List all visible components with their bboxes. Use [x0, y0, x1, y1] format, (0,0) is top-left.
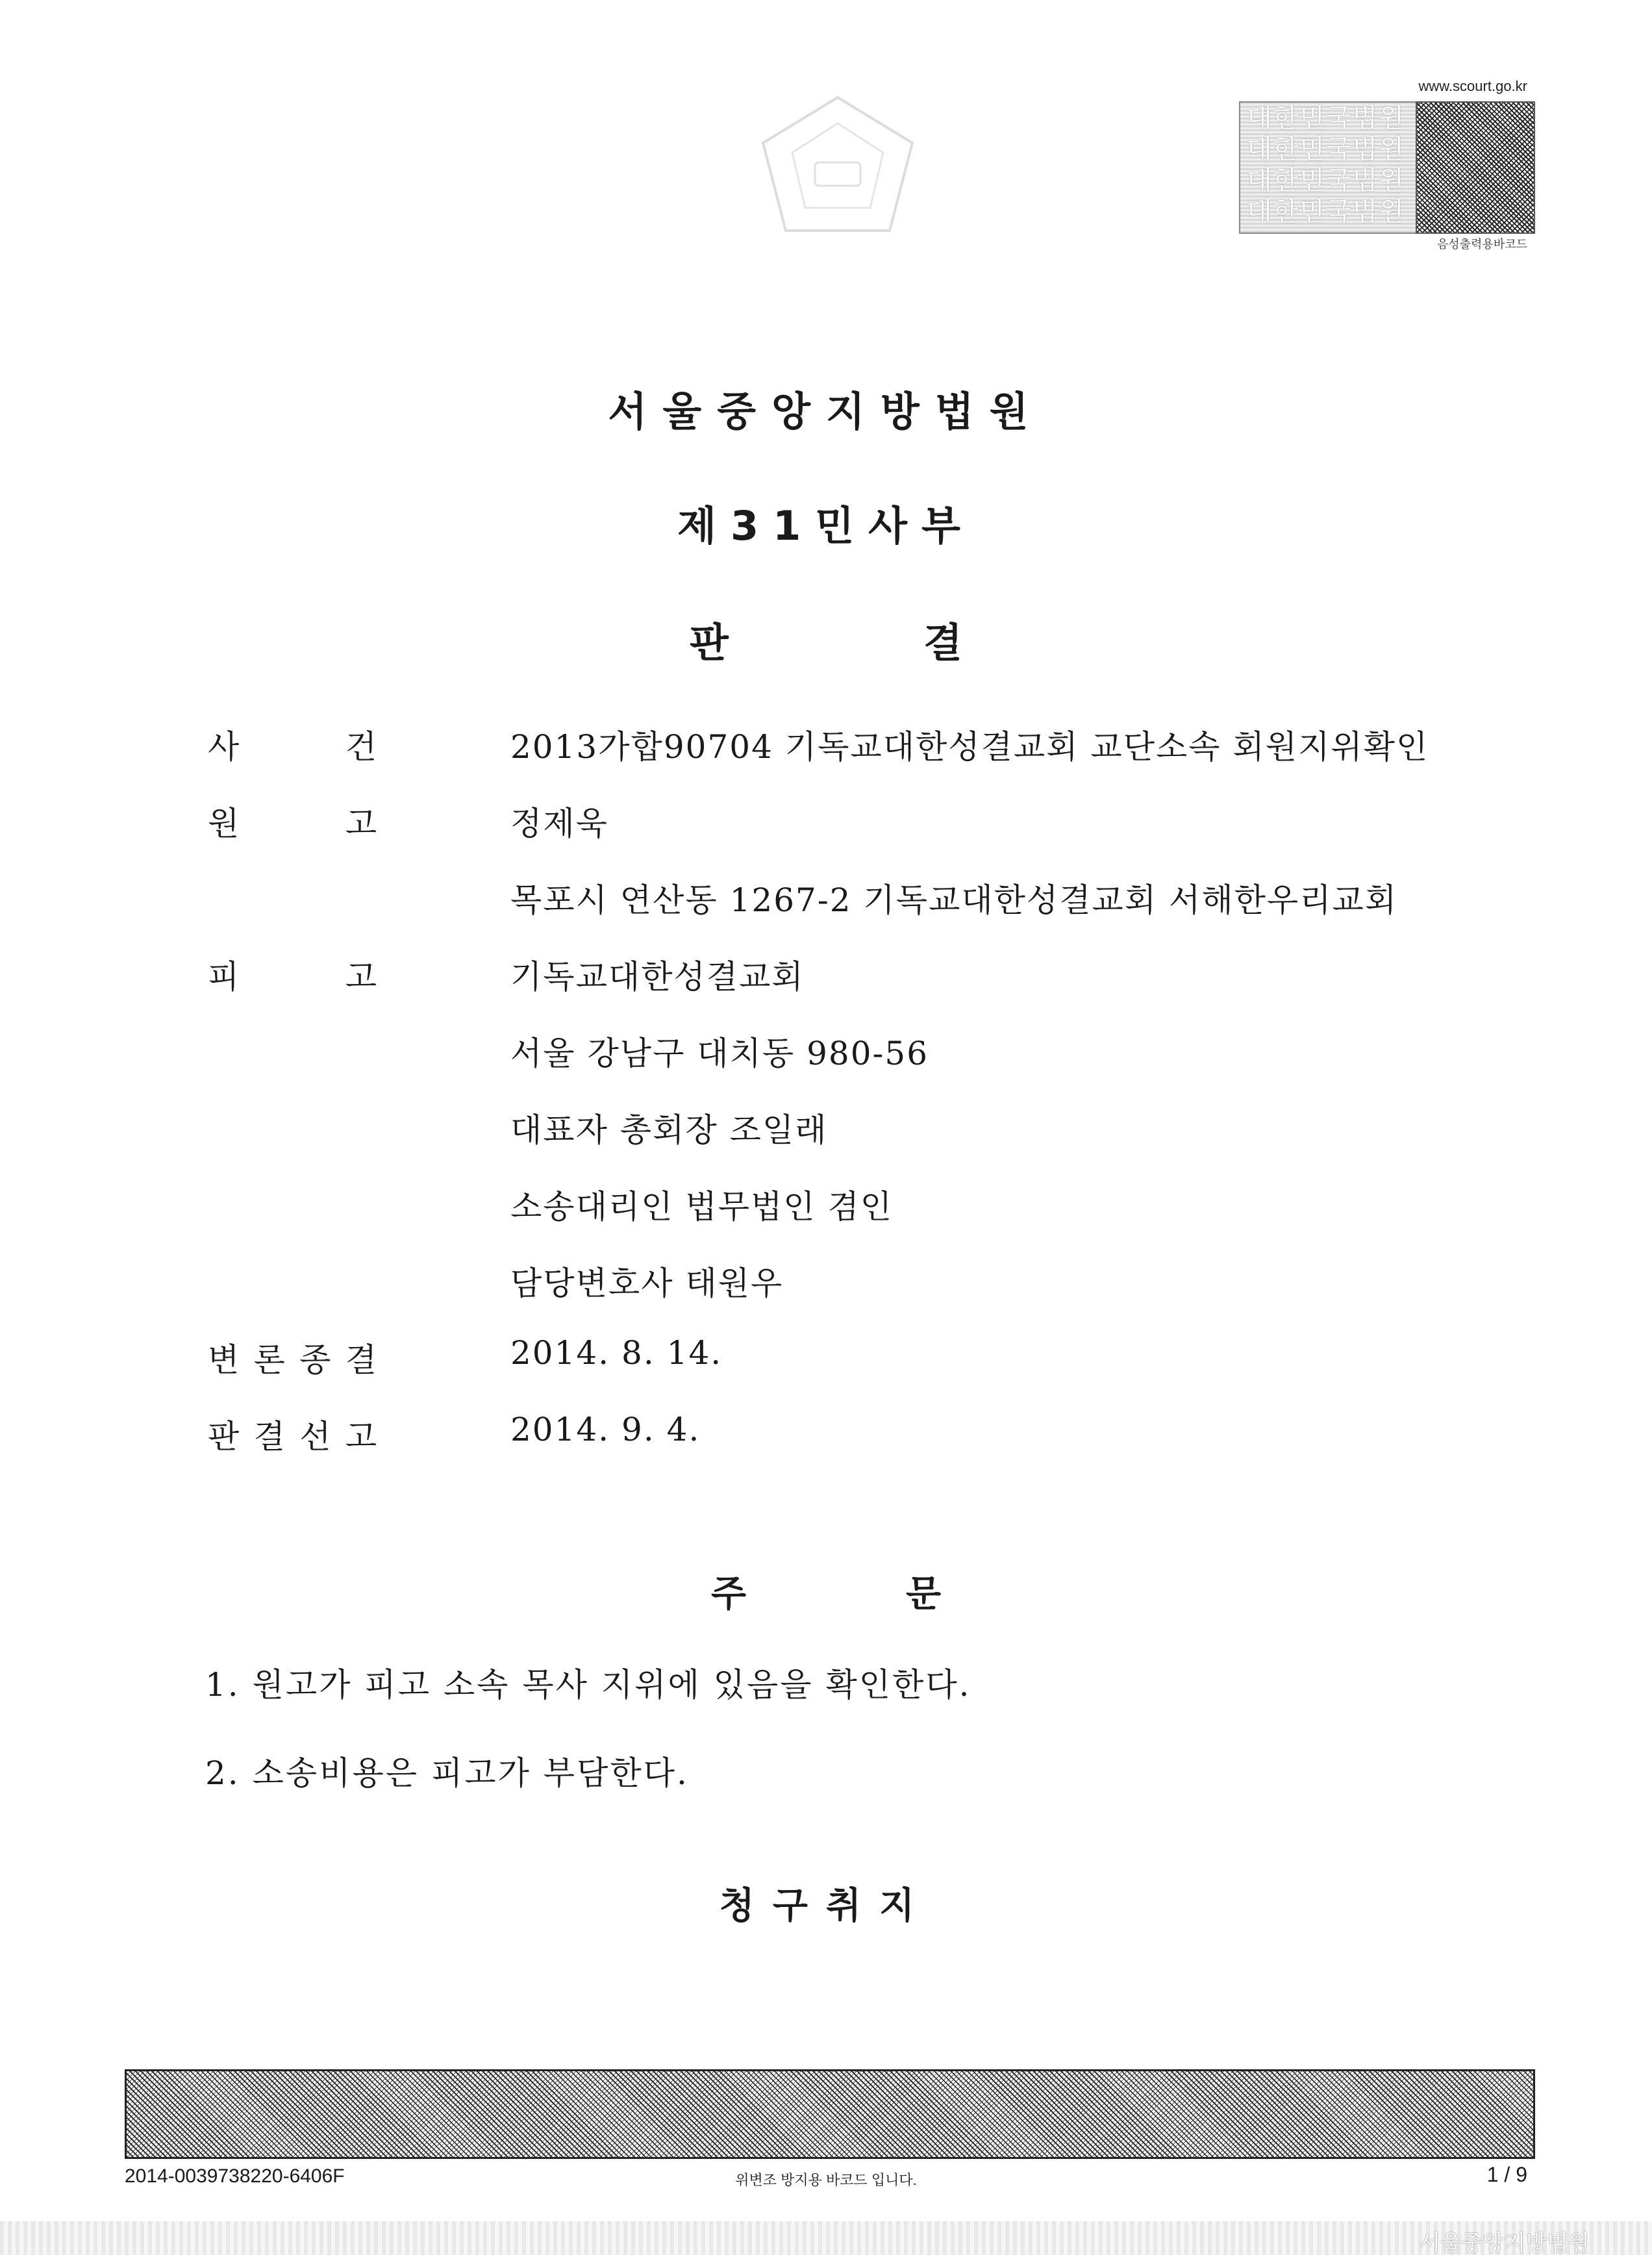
label-char: 건	[345, 728, 377, 766]
order-item: 1. 원고가 피고 소속 목사 지위에 있음을 확인한다.	[205, 1666, 971, 1704]
plaintiff-label	[208, 798, 377, 844]
header-barcode-block	[1239, 78, 1533, 251]
document-number: 2014-0039738220-6406F	[125, 2165, 345, 2187]
representative-row	[0, 1104, 1652, 1149]
defendant-address-row	[0, 1028, 1652, 1072]
plaintiff-name: 정제욱	[510, 805, 608, 842]
plaintiff-address-row	[0, 874, 1652, 919]
document-type	[0, 611, 1652, 668]
order-heading-left: 주	[710, 1573, 747, 1615]
judgment-date-label	[208, 1411, 377, 1457]
attorney-row	[0, 1257, 1652, 1302]
label-char: 원	[208, 805, 240, 842]
footer-watermark: 서울중앙지방법원	[1419, 2230, 1590, 2256]
pleading-closed-label	[208, 1334, 377, 1381]
watermark-line: 대한민국법원	[1247, 103, 1405, 133]
judgment-date-row	[0, 1411, 1652, 1456]
pleading-closed-row	[0, 1334, 1652, 1379]
barcode-caption: 음성출력용바코드	[1436, 238, 1527, 251]
label-char: 피	[208, 958, 240, 996]
document-type-left: 판	[690, 619, 729, 666]
label-char: 결	[345, 1341, 377, 1379]
order-heading	[0, 1565, 1652, 1617]
watermark-line: 대한민국법원	[1247, 197, 1405, 227]
case-value: 2013가합90704 기독교대한성결교회 교단소속 회원지위확인	[510, 728, 1429, 766]
defendant-row	[0, 951, 1652, 996]
barcode-note: 위변조 방지용 바코드 입니다.	[735, 2172, 917, 2188]
label-char: 판	[208, 1418, 240, 1456]
document-type-right: 결	[923, 619, 962, 666]
label-char: 사	[208, 728, 240, 766]
division-name: 제31민사부	[677, 502, 975, 549]
counsel-row	[0, 1181, 1652, 1226]
anti-forgery-barcode	[125, 2069, 1535, 2159]
label-char: 고	[345, 805, 377, 842]
label-char: 고	[345, 958, 377, 996]
label-char: 선	[299, 1418, 331, 1456]
order-item: 2. 소송비용은 피고가 부담한다.	[205, 1754, 689, 1792]
defendant-address: 서울 강남구 대치동 980-56	[510, 1035, 929, 1072]
order-heading-right: 문	[905, 1573, 942, 1615]
pleading-closed-date: 2014. 8. 14.	[510, 1334, 723, 1372]
watermark-line: 대한민국법원	[1247, 166, 1405, 195]
defendant-label	[208, 951, 377, 998]
case-label	[208, 721, 377, 768]
court-name: 서울중앙지방법원	[608, 388, 1044, 435]
voice-output-barcode	[1416, 101, 1535, 234]
site-url: www.scourt.go.kr	[1418, 78, 1527, 94]
footer-strip	[0, 2221, 1652, 2255]
plaintiff-row	[0, 798, 1652, 842]
case-row	[0, 721, 1652, 766]
plaintiff-address: 목포시 연산동 1267-2 기독교대한성결교회 서해한우리교회	[510, 881, 1398, 919]
label-char: 결	[253, 1418, 285, 1456]
label-char: 변	[208, 1341, 240, 1379]
defendant-representative: 대표자 총회장 조일래	[510, 1111, 828, 1149]
label-char: 고	[345, 1418, 377, 1456]
defendant-counsel: 소송대리인 법무법인 겸인	[510, 1188, 894, 1226]
claim-heading: 청구취지	[719, 1885, 933, 1927]
attorney-in-charge: 담당변호사 태원우	[510, 1265, 784, 1302]
defendant-name: 기독교대한성결교회	[510, 958, 805, 996]
label-char: 종	[299, 1341, 331, 1379]
court-watermark-box	[1239, 101, 1417, 234]
watermark-line: 대한민국법원	[1247, 134, 1405, 164]
court-seal-icon	[753, 91, 922, 240]
page-number: 1 / 9	[1486, 2163, 1527, 2186]
judgment-date: 2014. 9. 4.	[510, 1411, 701, 1448]
label-char: 론	[253, 1341, 285, 1379]
